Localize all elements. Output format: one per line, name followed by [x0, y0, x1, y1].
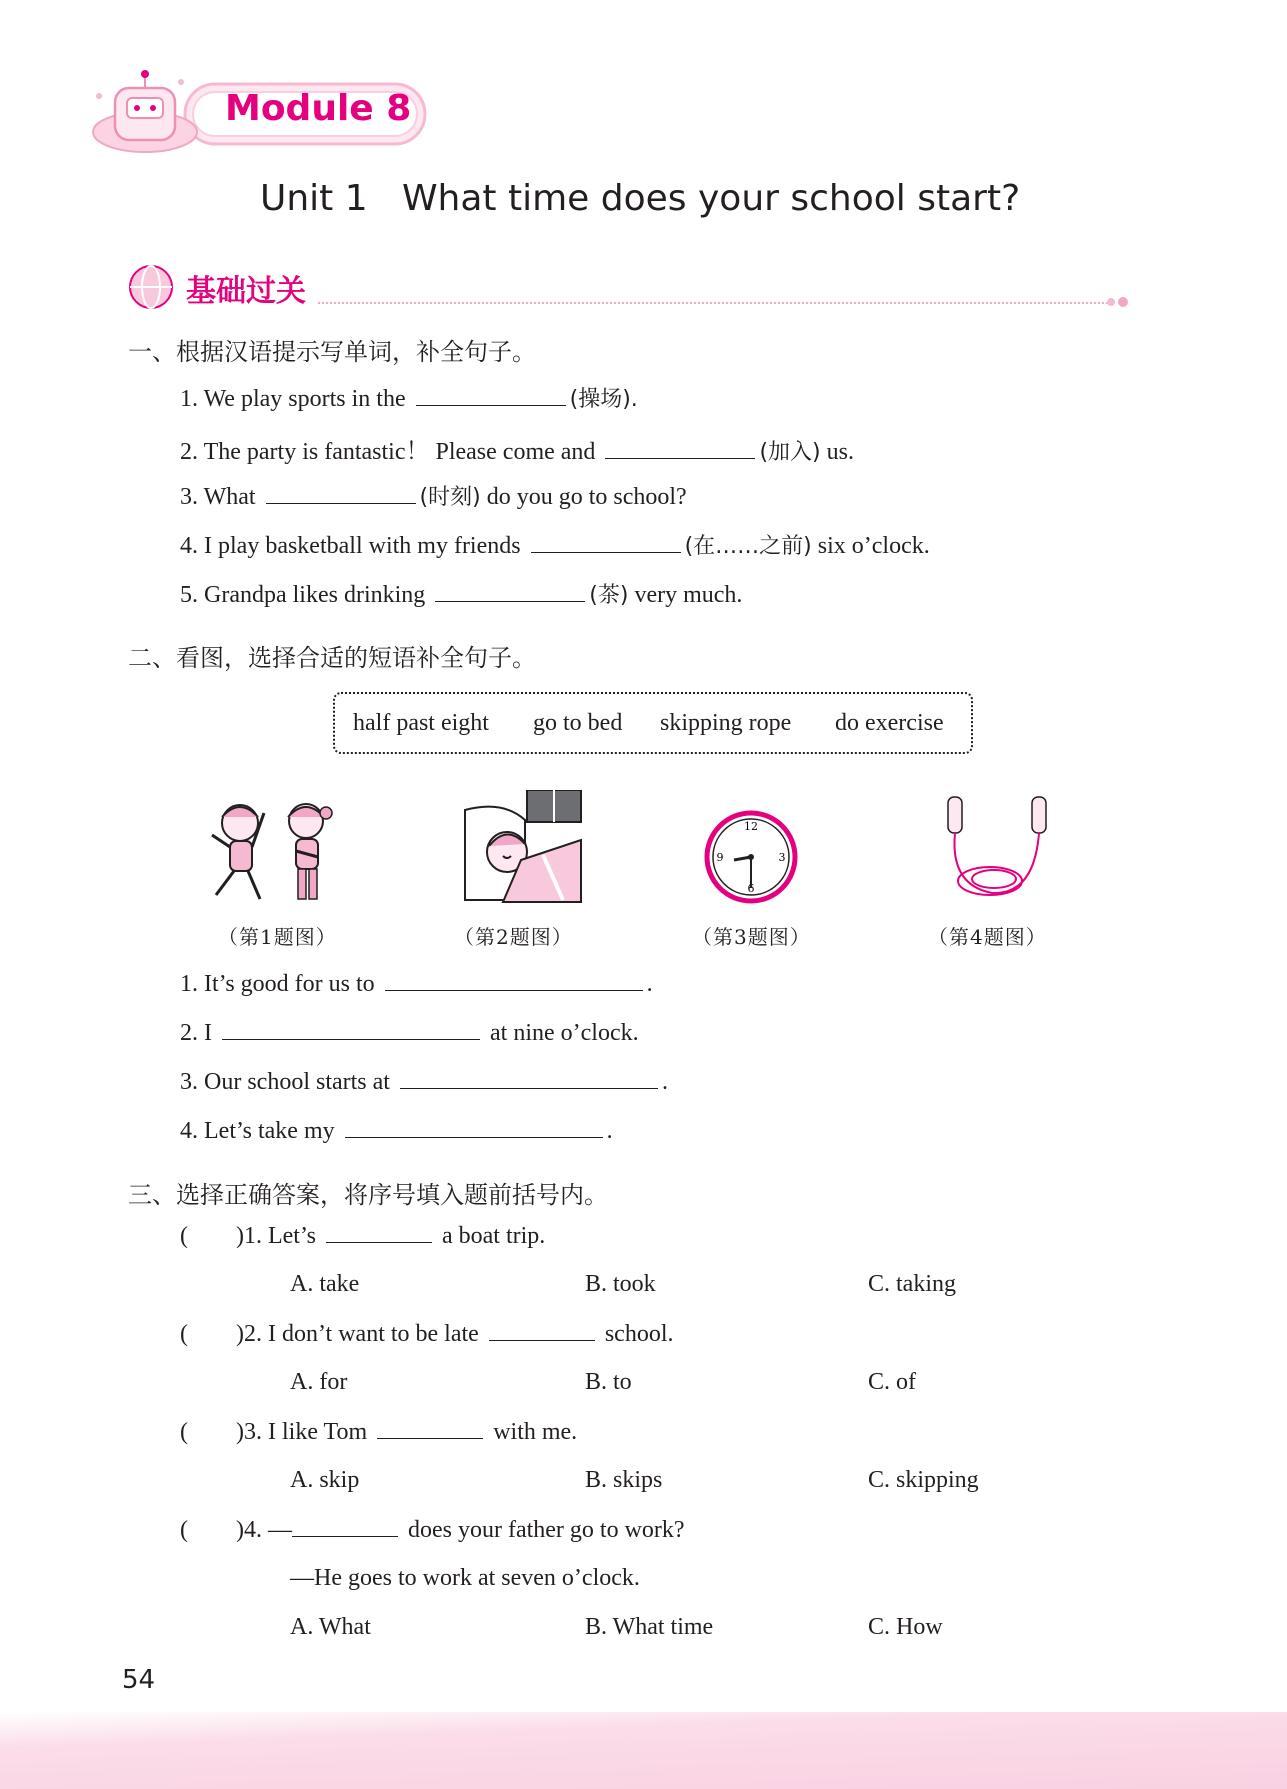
- question-text-end: .: [646, 971, 653, 997]
- phrase-4: do exercise: [835, 710, 944, 736]
- answer-bracket[interactable]: ( ): [180, 1419, 244, 1445]
- part3-heading: 三、选择正确答案，将序号填入题前括号内。: [128, 1181, 608, 1209]
- dots-ornament-icon: [1106, 295, 1132, 309]
- footer-band: [0, 1712, 1287, 1789]
- part1-question-5: [180, 578, 742, 609]
- question-text-end: six o’clock.: [817, 533, 930, 559]
- option-b[interactable]: B. What time: [585, 1614, 714, 1640]
- question-text: 2. I don’t want to be late: [243, 1321, 479, 1347]
- question-text-end: .: [661, 1069, 668, 1095]
- option-a[interactable]: A. What: [290, 1614, 371, 1640]
- svg-text:12: 12: [744, 820, 758, 833]
- question-text-end: at nine o’clock.: [490, 1020, 639, 1046]
- part1-question-4: [180, 529, 930, 560]
- option-b[interactable]: B. to: [585, 1369, 632, 1395]
- part1-question-3: [180, 480, 687, 511]
- answer-bracket[interactable]: ( ): [180, 1321, 244, 1347]
- option-c[interactable]: C. taking: [868, 1271, 956, 1297]
- question-text-end: does your father go to work?: [407, 1517, 685, 1543]
- option-c[interactable]: C. skipping: [868, 1467, 979, 1493]
- svg-text:3: 3: [778, 851, 786, 864]
- page-number: 54: [122, 1665, 156, 1695]
- part2-question-4: [180, 1117, 613, 1145]
- question-text: 5. Grandpa likes drinking: [180, 582, 426, 608]
- part2-question-3: [180, 1068, 668, 1096]
- option-c[interactable]: C. of: [868, 1369, 916, 1395]
- question-text: 4. I play basketball with my friends: [180, 533, 521, 559]
- answer-blank[interactable]: [266, 483, 416, 504]
- part3-question-3: [180, 1418, 577, 1446]
- answer-blank[interactable]: [400, 1068, 658, 1089]
- part3-question-4: [180, 1516, 685, 1544]
- question-text-end: do you go to school?: [486, 484, 687, 510]
- option-a[interactable]: A. take: [290, 1271, 360, 1297]
- question-text: 3. What: [180, 484, 256, 510]
- section-title: 基础过关: [186, 274, 306, 309]
- answer-blank[interactable]: [605, 438, 755, 459]
- chinese-hint: (操场).: [569, 387, 638, 412]
- part2-heading: 二、看图，选择合适的短语补全句子。: [128, 644, 536, 672]
- part3-question-4-answer-line: —He goes to work at seven o’clock.: [290, 1565, 640, 1591]
- answer-blank[interactable]: [377, 1418, 483, 1439]
- part1-question-2: [180, 431, 854, 466]
- question-text-end: a boat trip.: [441, 1223, 546, 1249]
- module-banner: [85, 70, 430, 160]
- answer-blank[interactable]: [531, 532, 681, 553]
- answer-blank[interactable]: [292, 1516, 398, 1537]
- question-text-end: .: [606, 1118, 613, 1144]
- phrase-2: go to bed: [533, 710, 623, 736]
- part2-question-1: [180, 970, 653, 998]
- svg-text:6: 6: [747, 882, 755, 895]
- part3-question-2: [180, 1320, 674, 1348]
- option-c[interactable]: C. How: [868, 1614, 943, 1640]
- chinese-hint: (时刻): [419, 485, 481, 510]
- part2-question-2: [180, 1019, 639, 1047]
- chinese-hint: (茶): [589, 583, 629, 608]
- clock-icon: [704, 810, 798, 904]
- question-text: 2. The party is fantastic！ Please come and: [180, 439, 596, 465]
- answer-bracket[interactable]: ( ): [180, 1517, 244, 1543]
- section-divider: [318, 302, 1108, 304]
- chinese-hint: (加入): [759, 440, 821, 465]
- module-title: Module 8: [225, 88, 412, 129]
- option-b[interactable]: B. skips: [585, 1467, 663, 1493]
- phrase-1: half past eight: [353, 710, 489, 736]
- answer-blank[interactable]: [416, 385, 566, 406]
- part1-question-1: [180, 382, 638, 413]
- question-text-end: school.: [604, 1321, 674, 1347]
- answer-bracket[interactable]: ( ): [180, 1223, 244, 1249]
- question-text: 4. Let’s take my: [180, 1118, 335, 1144]
- phrase-3: skipping rope: [660, 710, 792, 736]
- part1-heading: 一、根据汉语提示写单词，补全句子。: [128, 338, 536, 366]
- question-text: 1. It’s good for us to: [180, 971, 375, 997]
- phrase-box: [333, 692, 973, 754]
- option-b[interactable]: B. took: [585, 1271, 656, 1297]
- section-header: [128, 262, 1128, 312]
- chinese-hint: (在……之前): [684, 534, 812, 559]
- answer-blank[interactable]: [385, 970, 643, 991]
- answer-blank[interactable]: [345, 1117, 603, 1138]
- sleeping-child-illustration: [463, 790, 583, 910]
- picture-caption-2: （第2题图）: [454, 925, 573, 949]
- question-text: 4. —: [243, 1517, 292, 1543]
- answer-blank[interactable]: [326, 1222, 432, 1243]
- option-a[interactable]: A. skip: [290, 1467, 360, 1493]
- svg-text:9: 9: [716, 851, 724, 864]
- globe-badge-icon: [128, 264, 174, 310]
- question-text-end: us.: [826, 439, 854, 465]
- picture-caption-3: （第3题图）: [692, 925, 811, 949]
- question-text: 2. I: [180, 1020, 212, 1046]
- answer-blank[interactable]: [489, 1320, 595, 1341]
- question-text-end: very much.: [634, 582, 743, 608]
- skipping-rope-icon: [942, 795, 1052, 905]
- option-a[interactable]: A. for: [290, 1369, 348, 1395]
- question-text-end: with me.: [493, 1419, 578, 1445]
- picture-caption-1: （第1题图）: [218, 925, 337, 949]
- question-text: 1. Let’s: [243, 1223, 316, 1249]
- answer-blank[interactable]: [435, 581, 585, 602]
- question-text: 1. We play sports in the: [180, 386, 406, 412]
- question-text: 3. Our school starts at: [180, 1069, 390, 1095]
- question-text: 3. I like Tom: [243, 1419, 368, 1445]
- picture-caption-4: （第4题图）: [928, 925, 1047, 949]
- part3-question-1: [180, 1222, 545, 1250]
- answer-blank[interactable]: [222, 1019, 480, 1040]
- unit-title: Unit 1 What time does your school start?: [260, 178, 1021, 219]
- exercise-kids-illustration: [208, 795, 348, 915]
